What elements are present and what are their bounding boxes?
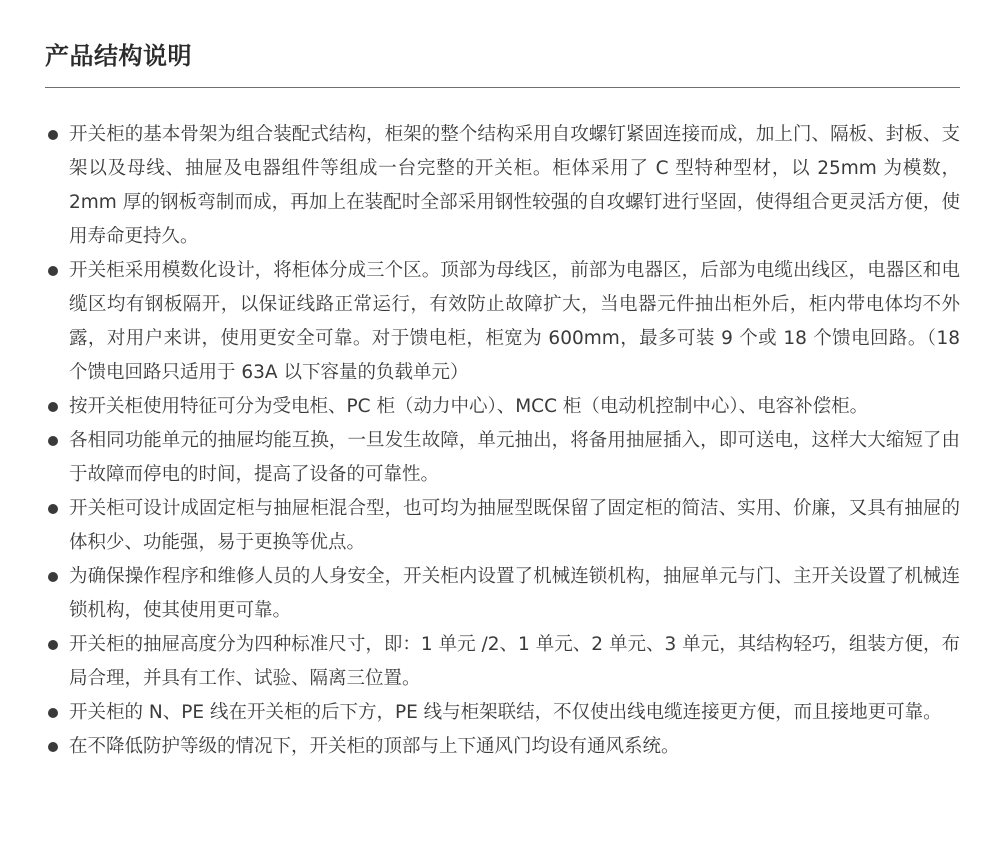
- list-item: [45, 628, 960, 696]
- title-divider: [45, 87, 960, 88]
- page-title: 产品结构说明: [45, 42, 192, 70]
- list-item-text: 各相同功能单元的抽屉均能互换，一旦发生故障，单元抽出，将备用抽屉插入，即可送电，这样大大缩短了由于故障而停电的时间，提高了设备的可靠性。: [69, 430, 960, 485]
- list-item-text: 按开关柜使用特征可分为受电柜、PC 柜（动力中心）、MCC 柜（电动机控制中心）、电容补偿柜。: [69, 396, 869, 417]
- list-item: [45, 560, 960, 628]
- bullet-icon: [48, 266, 58, 276]
- bullet-icon: [48, 504, 58, 514]
- list-item: [45, 730, 960, 764]
- bullet-icon: [48, 572, 58, 582]
- list-item-text: 开关柜可设计成固定柜与抽屉柜混合型，也可均为抽屉型既保留了固定柜的简洁、实用、价廉，又具有抽屉的体积少、功能强，易于更换等优点。: [69, 498, 960, 553]
- list-item: [45, 424, 960, 492]
- list-item: [45, 492, 960, 560]
- bullet-icon: [48, 436, 58, 446]
- bullet-icon: [48, 708, 58, 718]
- list-item: [45, 696, 960, 730]
- bullet-icon: [48, 130, 58, 140]
- feature-list: [45, 118, 960, 764]
- list-item-text: 开关柜的基本骨架为组合装配式结构，柜架的整个结构采用自攻螺钉紧固连接而成，加上门、隔板、封板、支架以及母线、抽屉及电器组件等组成一台完整的开关柜。柜体采用了 C 型特种型材，以 25mm 为模数，2mm 厚的钢板弯制而成，再加上在装配时全部采用钢性较强的自攻螺钉进行坚固，使得组合更灵活方便，使用寿命更持久。: [69, 124, 960, 247]
- list-item-text: 为确保操作程序和维修人员的人身安全，开关柜内设置了机械连锁机构，抽屉单元与门、主开关设置了机械连锁机构，使其使用更可靠。: [69, 566, 960, 621]
- list-item: [45, 390, 960, 424]
- bullet-icon: [48, 640, 58, 650]
- list-item-text: 在不降低防护等级的情况下，开关柜的顶部与上下通风门均设有通风系统。: [69, 736, 680, 757]
- document: [45, 0, 960, 764]
- list-item-text: 开关柜的抽屉高度分为四种标准尺寸，即：1 单元 /2、1 单元、2 单元、3 单元，其结构轻巧，组装方便，布局合理，并具有工作、试验、隔离三位置。: [69, 634, 960, 689]
- list-item-text: 开关柜的 N、PE 线在开关柜的后下方，PE 线与柜架联结，不仅使出线电缆连接更方便，而且接地更可靠。: [69, 702, 942, 723]
- bullet-icon: [48, 742, 58, 752]
- list-item: [45, 254, 960, 390]
- bullet-icon: [48, 402, 58, 412]
- list-item-text: 开关柜采用模数化设计，将柜体分成三个区。顶部为母线区，前部为电器区，后部为电缆出线区，电器区和电缆区均有钢板隔开，以保证线路正常运行，有效防止故障扩大，当电器元件抽出柜外后，柜内带电体均不外露，对用户来讲，使用更安全可靠。对于馈电柜，柜宽为 600mm，最多可装 9 个或 18 个馈电回路。（18 个馈电回路只适用于 63A 以下容量的负载单元）: [69, 260, 960, 383]
- list-item: [45, 118, 960, 254]
